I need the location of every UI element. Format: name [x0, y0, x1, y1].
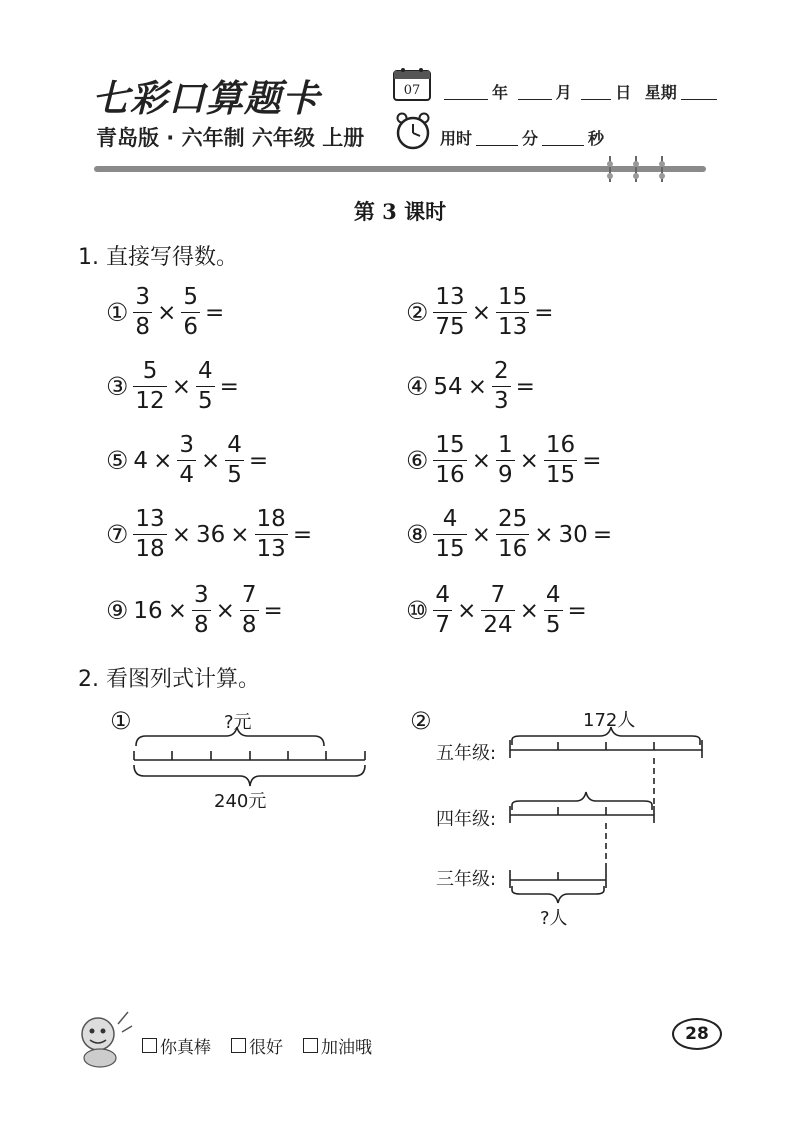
problem-number: ⑧	[406, 520, 429, 549]
problem-number: ⑥	[406, 446, 429, 475]
numerator: 4	[197, 358, 213, 384]
times-sign: ×	[230, 521, 250, 548]
denominator: 15	[435, 536, 465, 562]
problem-4	[406, 360, 538, 413]
numerator: 1	[497, 432, 513, 458]
problem-1	[106, 286, 227, 339]
denominator: 12	[135, 388, 165, 414]
year-label: 年	[492, 83, 509, 102]
lesson-title: 第 3 课时	[353, 199, 447, 224]
integer: 36	[195, 521, 226, 548]
clock-icon	[394, 112, 432, 150]
denominator: 7	[435, 612, 451, 638]
bead-decoration	[659, 156, 665, 182]
problem-number: ⑦	[106, 520, 129, 549]
problem-number: ⑨	[106, 596, 129, 625]
section1-title: 1. 直接写得数。	[78, 245, 238, 270]
second-blank[interactable]	[542, 130, 584, 146]
times-sign: ×	[471, 521, 491, 548]
numerator: 13	[435, 284, 465, 310]
mascot-icon	[72, 1006, 134, 1070]
numerator: 4	[545, 582, 561, 608]
bead-decoration	[607, 156, 613, 182]
problem-5	[106, 434, 271, 487]
problem-10	[406, 584, 590, 637]
month-label: 月	[555, 83, 572, 102]
problem-number: ③	[106, 372, 129, 401]
equals-sign: =	[204, 299, 225, 326]
fraction	[133, 508, 166, 561]
weekday-label: 星期	[644, 83, 677, 102]
check-great-label: 你真棒	[160, 1038, 211, 1058]
numerator: 18	[256, 506, 286, 532]
header-rule	[94, 166, 706, 172]
equals-sign: =	[534, 299, 554, 326]
time-prefix: 用时	[440, 129, 473, 148]
diagram2-row1-bar	[510, 740, 702, 758]
month-blank[interactable]	[518, 84, 552, 100]
denominator: 13	[497, 314, 528, 340]
denominator: 4	[179, 462, 194, 488]
integer: 4	[133, 447, 149, 474]
fraction	[196, 360, 215, 413]
check-good-label: 很好	[249, 1038, 283, 1058]
numerator: 15	[435, 432, 465, 458]
minute-label: 分	[522, 129, 539, 148]
equals-sign: =	[292, 521, 313, 548]
integer: 54	[433, 373, 463, 400]
times-sign: ×	[457, 597, 477, 624]
fraction	[496, 286, 529, 339]
times-sign: ×	[519, 447, 539, 474]
problem-number: ①	[106, 298, 129, 327]
diagram1-bar	[134, 751, 365, 760]
fraction	[181, 286, 200, 339]
times-sign: ×	[215, 597, 235, 624]
numerator: 3	[193, 582, 209, 608]
numerator: 5	[183, 284, 198, 310]
numerator: 3	[179, 432, 194, 458]
equals-sign: =	[592, 521, 613, 548]
page-number: 28	[672, 1018, 722, 1050]
fraction	[544, 434, 577, 487]
checkbox-icon	[231, 1038, 246, 1053]
problem-6	[406, 434, 604, 487]
check-good[interactable]	[231, 1033, 283, 1058]
diagram2-row1-label: 五年级:	[436, 743, 497, 764]
times-sign: ×	[534, 521, 554, 548]
times-sign: ×	[519, 597, 539, 624]
diagram2-top-label: 172人	[583, 710, 636, 731]
problem-3	[106, 360, 242, 413]
checkbox-icon	[303, 1038, 318, 1053]
times-sign: ×	[167, 597, 187, 624]
problem-2	[406, 286, 557, 339]
times-sign: ×	[467, 373, 487, 400]
year-blank[interactable]	[444, 84, 488, 100]
edition-label: 青岛版 · 六年制 六年级 上册	[96, 126, 365, 150]
bead-decoration	[633, 156, 639, 182]
integer: 30	[558, 521, 588, 548]
fraction	[240, 584, 259, 637]
equals-sign: =	[219, 373, 239, 400]
check-great[interactable]	[142, 1033, 211, 1058]
times-sign: ×	[171, 373, 191, 400]
denominator: 15	[545, 462, 576, 488]
numerator: 13	[135, 506, 165, 532]
denominator: 8	[135, 314, 151, 340]
fraction	[133, 360, 166, 413]
fraction	[544, 584, 563, 637]
denominator: 5	[545, 612, 561, 638]
denominator: 5	[227, 462, 242, 488]
fraction	[433, 508, 466, 561]
numerator: 25	[497, 506, 528, 532]
times-sign: ×	[471, 299, 491, 326]
diagram2-row3-label: 三年级:	[436, 869, 497, 890]
check-keep-going[interactable]	[303, 1033, 372, 1058]
problem-number: ②	[406, 298, 429, 327]
diagram2-mid-brace	[512, 792, 652, 810]
numerator: 7	[490, 582, 506, 608]
numerator: 5	[142, 358, 158, 384]
times-sign: ×	[157, 299, 177, 326]
equals-sign: =	[248, 447, 269, 474]
second-label: 秒	[588, 129, 605, 148]
fraction	[481, 584, 514, 637]
calendar-icon	[392, 66, 432, 102]
denominator: 8	[193, 612, 209, 638]
denominator: 5	[197, 388, 213, 414]
diagram1-bottom-brace	[134, 765, 365, 786]
numerator: 4	[442, 506, 458, 532]
day-blank[interactable]	[581, 84, 611, 100]
diagram1-number: ①	[110, 707, 132, 735]
date-line	[440, 80, 721, 103]
check-keep-going-label: 加油哦	[321, 1038, 372, 1058]
fraction	[433, 434, 466, 487]
diagram1-top-label: ?元	[224, 712, 252, 733]
equals-sign: =	[263, 597, 283, 624]
numerator: 2	[493, 358, 509, 384]
calendar-day: 07	[403, 83, 421, 98]
denominator: 16	[435, 462, 465, 488]
numerator: 7	[241, 582, 257, 608]
time-line	[440, 126, 604, 149]
numerator: 3	[135, 284, 151, 310]
fraction	[433, 286, 466, 339]
denominator: 8	[241, 612, 257, 638]
times-sign: ×	[471, 447, 491, 474]
times-sign: ×	[171, 521, 191, 548]
fraction	[492, 360, 511, 413]
equals-sign: =	[515, 373, 535, 400]
checkbox-icon	[142, 1038, 157, 1053]
diagram2-row2-label: 四年级:	[436, 809, 497, 830]
diagram2-number: ②	[410, 707, 432, 735]
diagram2-bottom-brace	[512, 886, 604, 903]
diagram2-row3-bar	[510, 866, 606, 888]
fraction	[496, 508, 529, 561]
numerator: 4	[435, 582, 451, 608]
denominator: 9	[497, 462, 513, 488]
diagram2-bottom-label: ?人	[540, 908, 568, 929]
denominator: 18	[135, 536, 165, 562]
times-sign: ×	[153, 447, 173, 474]
fraction	[496, 434, 515, 487]
denominator: 24	[483, 612, 513, 638]
problem-7	[106, 508, 315, 561]
numerator: 15	[497, 284, 528, 310]
problem-number: ④	[406, 372, 429, 401]
fraction	[177, 434, 196, 487]
numerator: 16	[545, 432, 576, 458]
section2-title: 2. 看图列式计算。	[78, 667, 260, 692]
fraction	[192, 584, 211, 637]
denominator: 16	[497, 536, 528, 562]
numerator: 4	[227, 432, 242, 458]
brand-title: 七彩口算题卡	[92, 77, 320, 120]
fraction	[433, 584, 452, 637]
fraction	[255, 508, 288, 561]
times-sign: ×	[200, 447, 221, 474]
fraction	[133, 286, 152, 339]
denominator: 13	[256, 536, 286, 562]
weekday-blank[interactable]	[681, 84, 717, 100]
fraction	[225, 434, 244, 487]
day-label: 日	[615, 83, 632, 102]
denominator: 3	[493, 388, 509, 414]
equals-sign: =	[567, 597, 587, 624]
denominator: 75	[435, 314, 465, 340]
denominator: 6	[183, 314, 198, 340]
integer: 16	[133, 597, 163, 624]
diagram2-row2-bar	[510, 806, 654, 823]
diagram1-bottom-label: 240元	[214, 791, 267, 812]
problem-number: ⑤	[106, 446, 129, 475]
problem-number: ⑩	[406, 596, 429, 625]
minute-blank[interactable]	[476, 130, 518, 146]
equals-sign: =	[582, 447, 602, 474]
rating-checks	[142, 1033, 372, 1058]
problem-9	[106, 584, 286, 637]
problem-8	[406, 508, 615, 561]
